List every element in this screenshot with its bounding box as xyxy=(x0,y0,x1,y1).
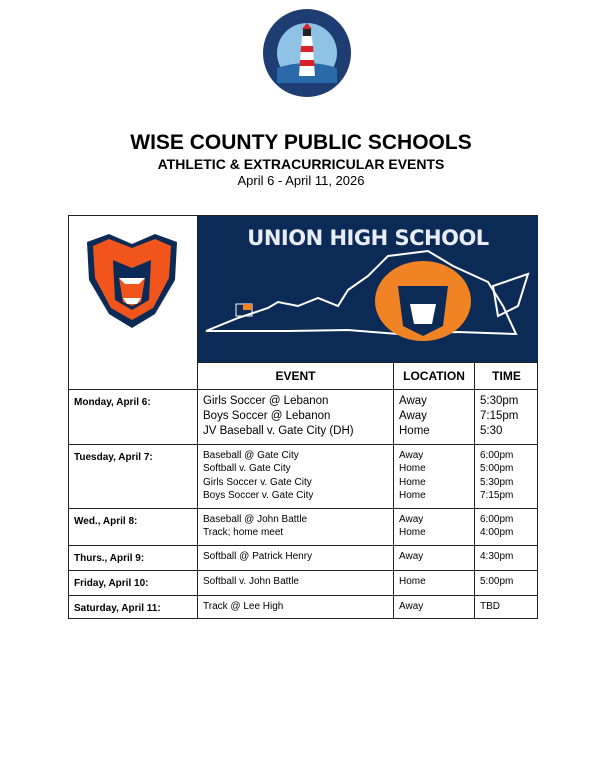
time-cell: 7:15pm xyxy=(480,410,519,422)
wise-county-logo xyxy=(262,8,352,98)
day-label: Tuesday, April 7: xyxy=(74,452,153,463)
event-cell: Track @ Lee High xyxy=(203,601,284,612)
event-cell: Track; home meet xyxy=(203,527,284,539)
day-label: Saturday, April 11: xyxy=(74,603,161,614)
time-cell: 6:00pm xyxy=(480,450,514,461)
time-cell: 5:30 xyxy=(480,425,503,437)
column-header-location: LOCATION xyxy=(403,369,465,383)
time-cell: TBD xyxy=(480,601,500,612)
page-title: WISE COUNTY PUBLIC SCHOOLS xyxy=(130,131,472,154)
event-cell: Boys Soccer v. Gate City xyxy=(203,489,314,501)
banner-title: UNION HIGH SCHOOL xyxy=(247,226,489,250)
date-range: April 6 - April 11, 2026 xyxy=(237,173,365,188)
event-cell: Girls Soccer v. Gate City xyxy=(203,476,312,488)
column-header-event: EVENT xyxy=(275,369,316,383)
event-cell: Softball v. Gate City xyxy=(203,463,291,475)
time-cell: 4:00pm xyxy=(480,527,514,539)
location-cell: Away xyxy=(399,551,424,562)
bear-mascot-logo xyxy=(79,230,185,330)
location-cell: Away xyxy=(399,395,427,407)
location-cell: Away xyxy=(399,410,427,422)
event-cell: Baseball @ John Battle xyxy=(203,514,308,525)
event-cell: Softball v. John Battle xyxy=(203,576,299,587)
union-high-banner xyxy=(198,216,538,362)
location-cell: Home xyxy=(399,576,426,587)
location-cell: Home xyxy=(399,527,426,539)
time-cell: 6:00pm xyxy=(480,514,514,525)
virginia-bear-graphic xyxy=(198,246,538,362)
time-cell: 7:15pm xyxy=(480,489,514,501)
event-cell: Baseball @ Gate City xyxy=(203,450,299,461)
location-cell: Home xyxy=(399,463,426,475)
day-label: Wed., April 8: xyxy=(74,516,138,527)
time-cell: 5:30pm xyxy=(480,476,514,488)
time-cell: 5:30pm xyxy=(480,395,519,407)
location-cell: Away xyxy=(399,601,424,612)
column-header-time: TIME xyxy=(492,369,521,383)
page-subtitle: ATHLETIC & EXTRACURRICULAR EVENTS xyxy=(157,156,445,172)
location-cell: Away xyxy=(399,450,424,461)
event-cell: Girls Soccer @ Lebanon xyxy=(203,395,329,407)
location-cell: Home xyxy=(399,476,426,488)
time-cell: 5:00pm xyxy=(480,576,514,587)
location-cell: Home xyxy=(399,425,430,437)
event-cell: JV Baseball v. Gate City (DH) xyxy=(203,425,354,437)
day-label: Thurs., April 9: xyxy=(74,553,145,564)
day-label: Friday, April 10: xyxy=(74,578,149,589)
event-cell: Boys Soccer @ Lebanon xyxy=(203,410,331,422)
location-cell: Away xyxy=(399,514,424,525)
time-cell: 5:00pm xyxy=(480,463,514,475)
location-cell: Home xyxy=(399,489,426,501)
day-label: Monday, April 6: xyxy=(74,397,151,408)
events-table xyxy=(68,215,538,619)
event-cell: Softball @ Patrick Henry xyxy=(203,551,313,562)
time-cell: 4:30pm xyxy=(480,551,514,562)
